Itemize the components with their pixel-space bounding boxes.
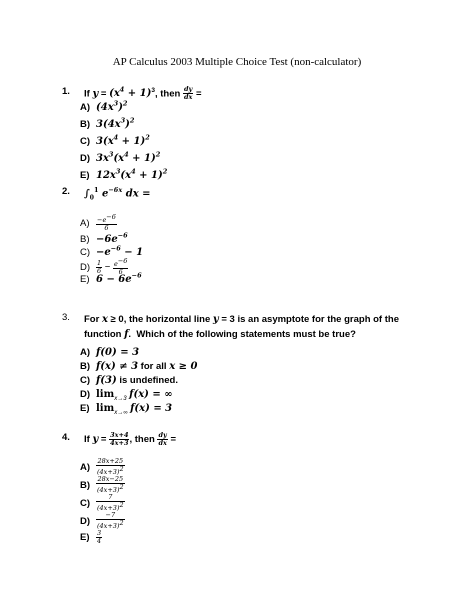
q1-option-d[interactable]: D) $3x^3(x^4 + 1)^2$ bbox=[80, 151, 161, 165]
question-2-stem: $\int_0^1$ $e^{-6x}$ dx = bbox=[84, 186, 151, 202]
q4-option-d[interactable]: D) $\frac{-7}{(4x+3)^2}$ bbox=[80, 511, 124, 531]
q3-option-c[interactable]: C) f(3) is undefined. bbox=[80, 375, 178, 386]
question-4-stem: If y = $\frac{3x+4}{4x+3}$ , then $\frac{dy}{dx}$ = bbox=[84, 431, 177, 447]
q3-option-e[interactable]: E) $\lim_{x\to\infty} f(x) = 3$ bbox=[80, 403, 173, 416]
q2-option-d[interactable]: D) $\frac{1}{6}$ − $\frac{e^{-6}}{6}$ bbox=[80, 257, 128, 277]
q1-option-e[interactable]: E) $12x^3(x^4 + 1)^2$ bbox=[80, 168, 168, 182]
q2-option-c[interactable]: $C) -e^{-6} - 1$ bbox=[80, 245, 144, 259]
question-number: 1. bbox=[62, 86, 70, 97]
q3-option-d[interactable]: D) $\lim_{x\to 3} f(x)$ = ∞ bbox=[80, 389, 173, 402]
question-number: 3. bbox=[62, 312, 70, 323]
question-number: 2. bbox=[62, 186, 70, 197]
q4-option-a[interactable]: A) $\frac{28x+25}{(4x+3)^2}$ bbox=[80, 457, 124, 477]
q4-option-e[interactable]: E) $\frac{3}{4}$ bbox=[80, 529, 102, 545]
q2-option-e[interactable]: E) $6 - 6e^{-6}$ bbox=[80, 272, 142, 286]
q1-option-a[interactable]: A) $(4x^3)^2$ bbox=[80, 100, 128, 114]
q1-option-b[interactable]: B) $3(4x^3)^2$ bbox=[80, 117, 135, 131]
q3-option-b[interactable]: B) f(x) ≠ 3 for all x ≥ 0 bbox=[80, 361, 198, 372]
q2-option-b[interactable]: $B) -6e^{-6}$ bbox=[80, 232, 128, 246]
q4-option-b[interactable]: B) $\frac{28x-25}{(4x+3)^2}$ bbox=[80, 475, 124, 495]
q1-option-c[interactable]: C) $3(x^4 + 1)^2$ bbox=[80, 134, 150, 148]
page-title: AP Calculus 2003 Multiple Choice Test (non-calculator) bbox=[112, 56, 362, 68]
question-1-stem: If $y = (x^4 + 1)^3$, then $\frac{dy}{dx}$ = bbox=[84, 85, 202, 102]
q2-option-a[interactable]: A) $\frac{-e^{-6}}{6}$ bbox=[80, 213, 116, 233]
question-number: 4. bbox=[62, 432, 70, 443]
q3-option-a[interactable]: A) f(0) = 3 bbox=[80, 347, 140, 358]
q4-option-c[interactable]: C) $\frac{7}{(4x+3)^2}$ bbox=[80, 493, 124, 513]
question-3-stem: For x ≥ 0, the horizontal line y = 3 is an asymptote for the graph of the function f. Which of the following statements must be true? bbox=[84, 314, 399, 340]
